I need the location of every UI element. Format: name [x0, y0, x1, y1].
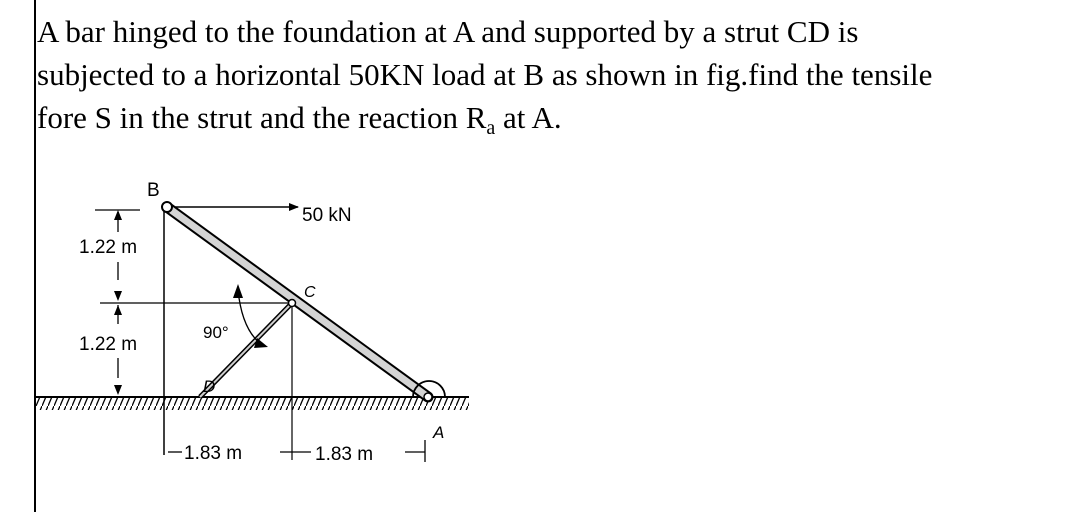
joint-b	[162, 202, 172, 212]
problem-line-1: A bar hinged to the foundation at A and supported by a strut CD is	[37, 14, 859, 49]
load-label: 50 kN	[302, 205, 352, 226]
upper-height-dimension: 1.22 m	[79, 237, 138, 258]
bar-ab	[167, 207, 428, 397]
right-angle-arrow-top	[233, 284, 243, 298]
point-b-label: B	[147, 180, 160, 201]
point-a-label: A	[433, 423, 445, 442]
problem-line-2: subjected to a horizontal 50KN load at B as shown in fig.find the tensile	[37, 57, 933, 92]
problem-line-3-suffix: at A.	[495, 100, 562, 135]
problem-line-3-prefix: fore S in the strut and the reaction R	[37, 100, 487, 135]
ground	[34, 397, 469, 410]
lower-height-dimension: 1.22 m	[79, 334, 138, 355]
joint-c	[289, 300, 296, 307]
point-d-label: D	[203, 377, 216, 396]
reaction-subscript: a	[486, 117, 496, 139]
angle-label: 90°	[203, 323, 229, 342]
point-c-label: C	[304, 284, 316, 301]
left-horizontal-dimension: 1.83 m	[184, 443, 243, 464]
right-horizontal-dimension: 1.83 m	[315, 444, 374, 465]
